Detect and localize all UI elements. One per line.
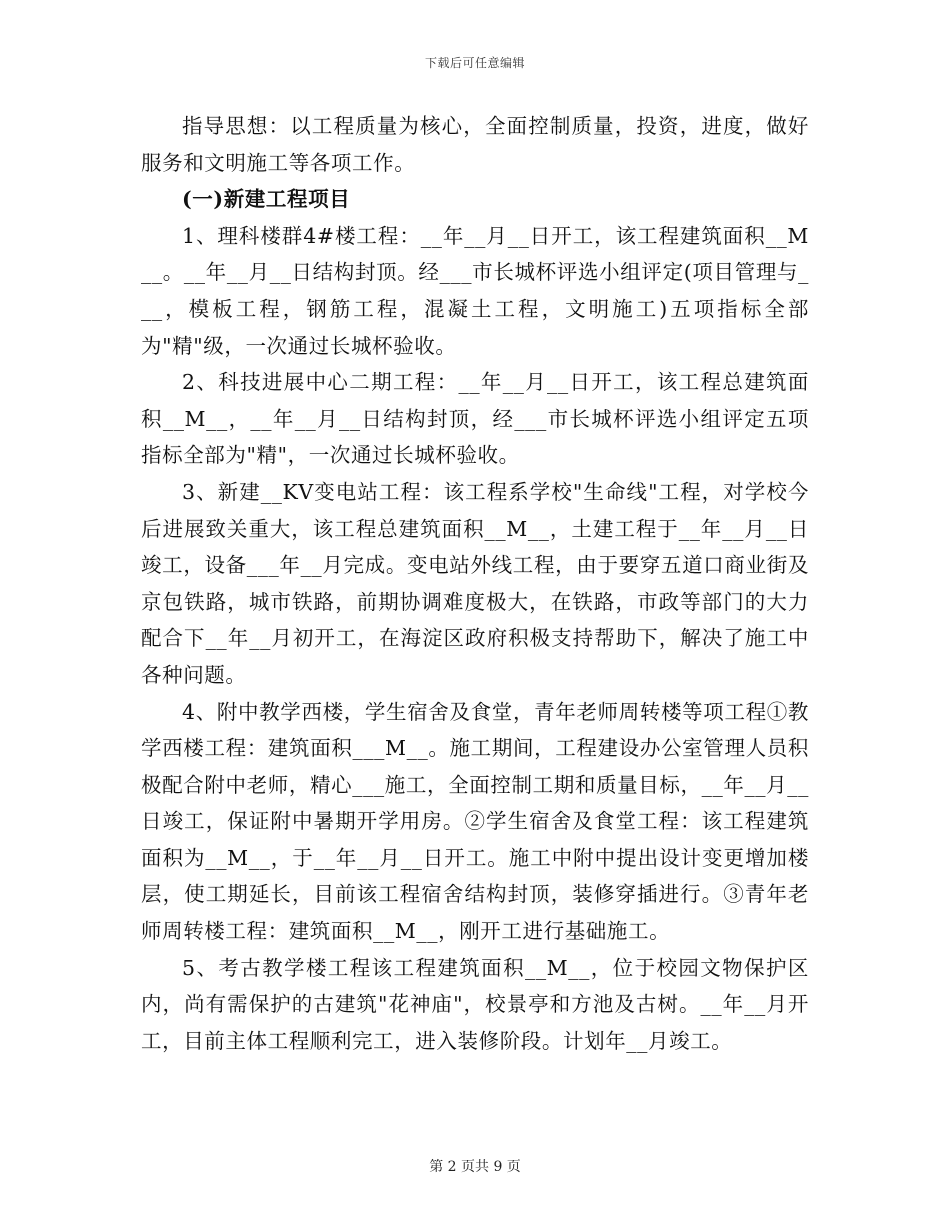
project-item-2: 2、科技进展中心二期工程：__年__月__日开工，该工程总建筑面积__M__，__年__月__日结构封顶，经___市长城杯评选小组评定五项指标全部为"精"，一次通过长城杯验收。 <box>141 370 809 468</box>
project-item-3: 3、新建__KV变电站工程：该工程系学校"生命线"工程，对学校今后进展致关重大，该工程总建筑面积__M__，土建工程于__年__月__日竣工，设备___年__月完成。变电站外线工程，由于要穿五道口商业街及京包铁路，城市铁路，前期协调难度极大，在铁路，市政等部门的大力配合下__年__月初开工，在海淀区政府积极支持帮助下，解决了施工中各种问题。 <box>141 479 809 687</box>
project-item-4: 4、附中教学西楼，学生宿舍及食堂，青年老师周转楼等项工程①教学西楼工程：建筑面积___M__。施工期间，工程建设办公室管理人员积极配合附中老师，精心___施工，全面控制工期和质量目标，__年__月__日竣工，保证附中暑期开学用房。②学生宿舍及食堂工程：该工程建筑面积为__M__，于__年__月__日开工。施工中附中提出设计变更增加楼层，使工期延长，目前该工程宿舍结构封顶，装修穿插进行。③青年老师周转楼工程：建筑面积__M__，刚开工进行基础施工。 <box>141 699 809 944</box>
guiding-principle-paragraph: 指导思想：以工程质量为核心，全面控制质量，投资，进度，做好服务和文明施工等各项工作。 <box>141 114 809 175</box>
project-item-5: 5、考古教学楼工程该工程建筑面积__M__，位于校园文物保护区内，尚有需保护的古建筑"花神庙"，校景亭和方池及古树。__年__月开工，目前主体工程顺利完工，进入装修阶段。计划年__月竣工。 <box>141 955 809 1053</box>
document-body <box>141 108 809 1059</box>
page-header: 下载后可任意编辑 <box>424 56 525 70</box>
project-item-1: 1、理科楼群4#楼工程：__年__月__日开工，该工程建筑面积__M__。__年__月__日结构封顶。经___市长城杯评选小组评定(项目管理与___，模板工程，钢筋工程，混凝土工程，文明施工)五项指标全部为"精"级，一次通过长城杯验收。 <box>141 223 809 358</box>
section-heading: (一)新建工程项目 <box>182 187 351 212</box>
page-number-footer: 第 2 页共 9 页 <box>429 1159 521 1175</box>
